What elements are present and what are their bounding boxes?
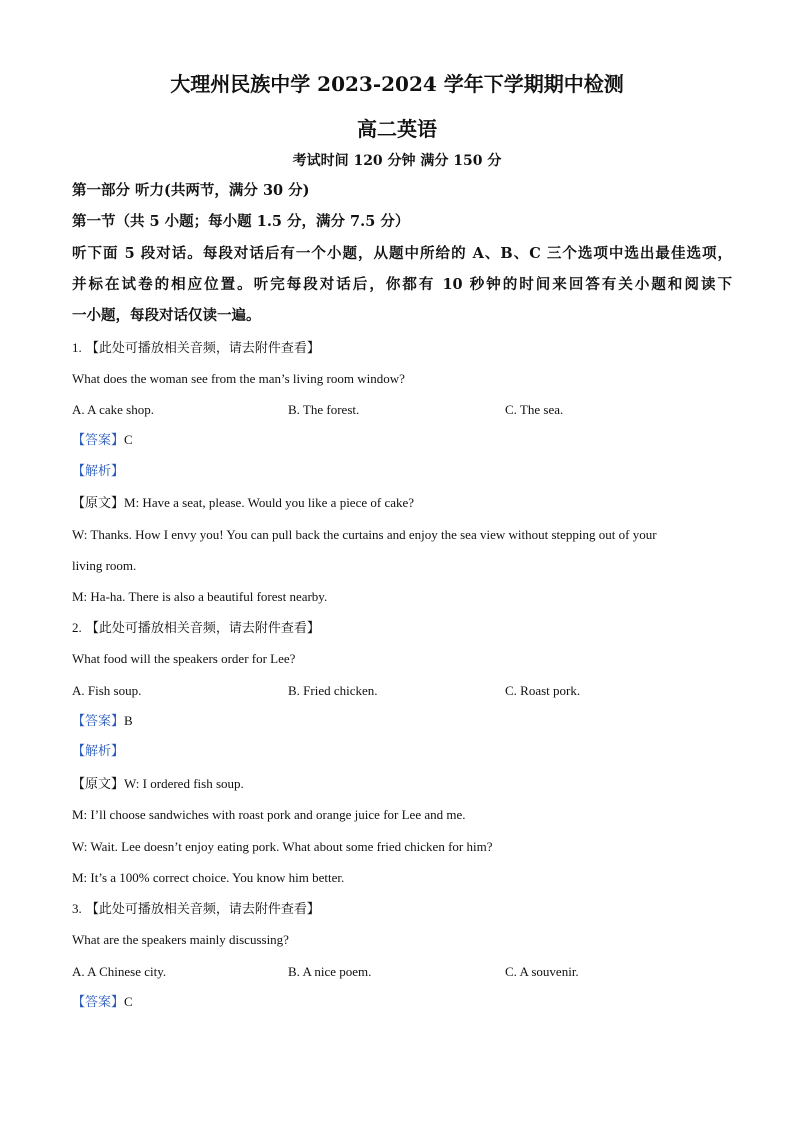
answer-value: B bbox=[124, 713, 133, 728]
answer-value: C bbox=[124, 432, 133, 447]
question-number: 2. bbox=[72, 620, 82, 635]
audio-note: 【此处可播放相关音频，请去附件查看】 bbox=[85, 341, 320, 356]
question-2-answer bbox=[72, 712, 732, 731]
question-2-transcript-line-1 bbox=[72, 775, 732, 794]
question-3-text: What are the speakers mainly discussing? bbox=[72, 932, 289, 947]
transcript-text: M: Have a seat, please. Would you like a piece of cake? bbox=[124, 495, 415, 510]
question-2-text: What food will the speakers order for Lee? bbox=[72, 651, 296, 666]
question-1-transcript-line-4: M: Ha-ha. There is also a beautiful forest nearby. bbox=[72, 589, 328, 604]
question-1-option-a: A. A cake shop. bbox=[72, 402, 154, 417]
original-label: 【原文】 bbox=[72, 777, 125, 792]
instruction-line-1: 听下面 5 段对话。每段对话后有一个小题，从题中所给的 A、B、C 三个选项中选出最佳选项， bbox=[72, 245, 732, 262]
question-1-transcript-line-2: W: Thanks. How I envy you! You can pull back the curtains and enjoy the sea view without stepping out of your bbox=[72, 527, 657, 542]
analysis-label: 【解析】 bbox=[72, 744, 125, 759]
subsection-heading: 第一节（共 5 小题；每小题 1.5 分，满分 7.5 分） bbox=[72, 213, 410, 230]
question-1-option-c: C. The sea. bbox=[505, 402, 564, 417]
audio-note: 【此处可播放相关音频，请去附件查看】 bbox=[85, 621, 320, 636]
question-3-option-b: B. A nice poem. bbox=[288, 964, 372, 979]
analysis-label: 【解析】 bbox=[72, 464, 125, 479]
question-1-transcript-line-1 bbox=[72, 494, 732, 513]
question-number: 3. bbox=[72, 901, 82, 916]
question-2-option-b: B. Fried chicken. bbox=[288, 683, 378, 698]
question-2-transcript-line-4: M: It’s a 100% correct choice. You know him better. bbox=[72, 870, 345, 885]
question-2-option-a: A. Fish soup. bbox=[72, 683, 142, 698]
answer-value: C bbox=[124, 994, 133, 1009]
question-1-header bbox=[72, 339, 732, 358]
question-number: 1. bbox=[72, 340, 82, 355]
question-2-header bbox=[72, 619, 732, 638]
answer-label: 【答案】 bbox=[72, 433, 125, 448]
question-1-answer bbox=[72, 431, 732, 450]
question-2-analysis bbox=[72, 743, 732, 761]
answer-label: 【答案】 bbox=[72, 714, 125, 729]
instruction-line-2: 并标在试卷的相应位置。听完每段对话后，你都有 10 秒钟的时间来回答有关小题和阅读下 bbox=[72, 276, 732, 293]
document-title: 大理州民族中学 2023-2024 学年下学期期中检测 bbox=[170, 72, 624, 96]
question-1-transcript-line-3: living room. bbox=[72, 558, 137, 573]
exam-info: 考试时间 120 分钟 满分 150 分 bbox=[292, 153, 502, 169]
question-1-option-b: B. The forest. bbox=[288, 402, 360, 417]
question-3-answer bbox=[72, 993, 732, 1012]
question-3-option-a: A. A Chinese city. bbox=[72, 964, 167, 979]
question-2-option-c: C. Roast pork. bbox=[505, 683, 581, 698]
original-label: 【原文】 bbox=[72, 496, 125, 511]
question-2-transcript-line-2: M: I’ll choose sandwiches with roast pork and orange juice for Lee and me. bbox=[72, 807, 466, 822]
question-3-option-c: C. A souvenir. bbox=[505, 964, 579, 979]
question-1-text: What does the woman see from the man’s living room window? bbox=[72, 371, 405, 386]
answer-label: 【答案】 bbox=[72, 995, 125, 1010]
question-1-analysis bbox=[72, 463, 732, 481]
subject-title: 高二英语 bbox=[357, 117, 437, 141]
audio-note: 【此处可播放相关音频，请去附件查看】 bbox=[85, 902, 320, 917]
question-2-transcript-line-3: W: Wait. Lee doesn’t enjoy eating pork. What about some fried chicken for him? bbox=[72, 839, 493, 854]
instruction-line-3: 一小题，每段对话仅读一遍。 bbox=[72, 307, 261, 324]
question-3-header bbox=[72, 900, 732, 919]
part-heading: 第一部分 听力(共两节，满分 30 分) bbox=[72, 182, 310, 199]
transcript-text: W: I ordered fish soup. bbox=[124, 776, 244, 791]
